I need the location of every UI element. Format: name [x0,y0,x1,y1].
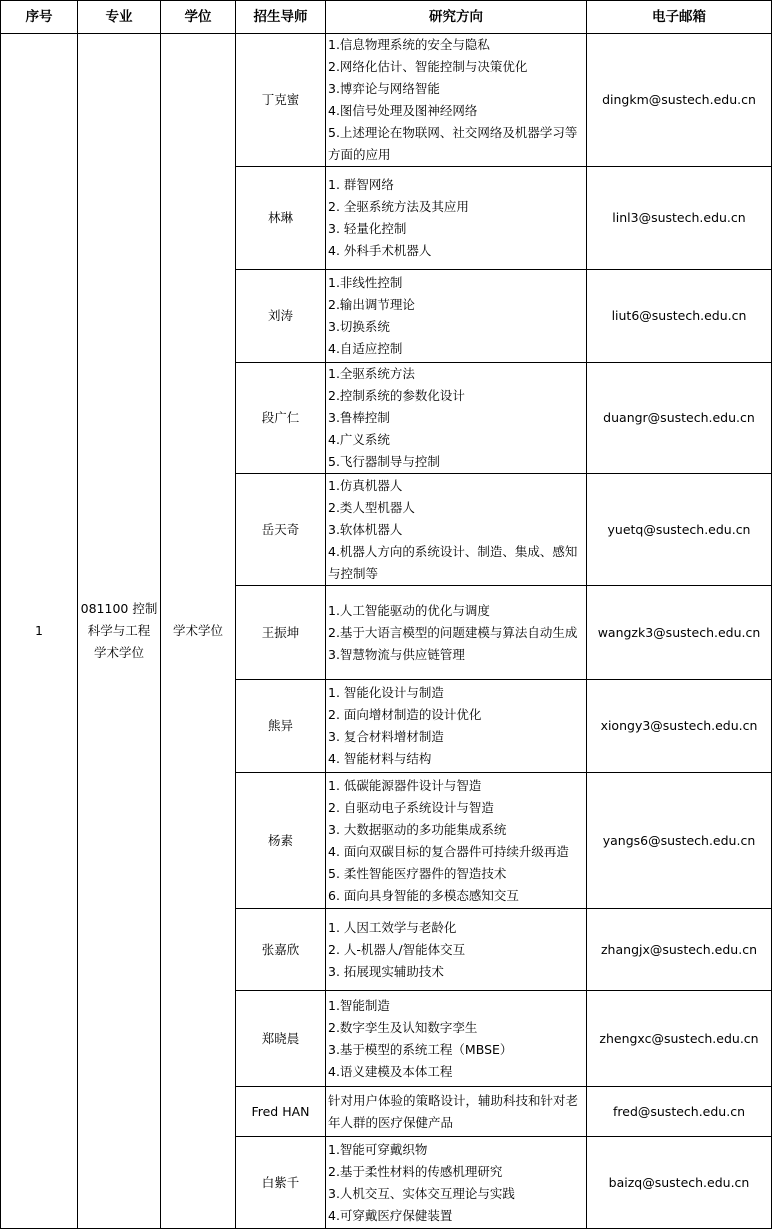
advisor-email[interactable]: zhangjx@sustech.edu.cn [587,909,772,991]
research-direction-item: 4. 外科手术机器人 [328,243,432,258]
advisor-email[interactable]: dingkm@sustech.edu.cn [587,34,772,167]
advisor-email[interactable]: xiongy3@sustech.edu.cn [587,680,772,773]
research-direction-item: 3.鲁棒控制 [328,410,390,425]
research-direction-item: 4.广义系统 [328,432,390,447]
advisor-email[interactable]: fred@sustech.edu.cn [587,1087,772,1137]
advisor-email[interactable]: duangr@sustech.edu.cn [587,363,772,474]
research-direction-item: 3. 大数据驱动的多功能集成系统 [328,821,507,837]
advisor-email[interactable]: yangs6@sustech.edu.cn [587,773,772,909]
research-direction-item: 3.人机交互、实体交互理论与实践 [328,1185,515,1201]
research-directions [326,34,587,167]
table-header-row [1,1,772,34]
advisor-name: 段广仁 [236,363,326,474]
research-direction-item: 2.输出调节理论 [328,297,415,312]
research-directions [326,1137,587,1229]
research-direction-item: 1.智能可穿戴织物 [328,1141,428,1157]
research-direction-item: 1.非线性控制 [328,275,403,290]
research-direction-item: 3. 拓展现实辅助技术 [328,963,444,979]
research-direction-item: 3. 轻量化控制 [328,221,407,236]
advisor-name: 熊异 [236,680,326,773]
research-direction-item: 5.上述理论在物联网、社交网络及机器学习等方面的应用 [328,125,578,162]
advisor-name: 林琳 [236,167,326,270]
research-direction-item: 2.网络化估计、智能控制与决策优化 [328,59,528,74]
research-direction-item: 2. 自驱动电子系统设计与智造 [328,799,494,815]
research-direction-item: 3.切换系统 [328,319,390,334]
header-research: 研究方向 [326,1,587,34]
research-direction-item: 1. 群智网络 [328,177,394,192]
research-direction-item: 1.信息物理系统的安全与隐私 [328,37,490,52]
advisor-name: 岳天奇 [236,474,326,586]
major-cell [78,34,161,1229]
research-direction-item: 2.基于柔性材料的传感机理研究 [328,1163,503,1179]
research-direction-item: 1.全驱系统方法 [328,366,415,381]
research-direction-item: 3.智慧物流与供应链管理 [328,646,465,662]
header-email: 电子邮箱 [587,1,772,34]
research-direction-item: 2.数字孪生及认知数字孪生 [328,1019,478,1035]
advisor-name: 刘涛 [236,270,326,363]
research-direction-item: 4. 智能材料与结构 [328,751,432,766]
advisor-email[interactable]: linl3@sustech.edu.cn [587,167,772,270]
research-direction-item: 2.基于大语言模型的问题建模与算法自动生成 [328,624,578,640]
research-direction-item: 1. 智能化设计与制造 [328,685,444,700]
research-direction-item: 5. 柔性智能医疗器件的智造技术 [328,865,507,881]
advisor-email[interactable]: baizq@sustech.edu.cn [587,1137,772,1229]
research-direction-item: 4. 面向双碳目标的复合器件可持续升级再造 [328,843,569,859]
research-directions [326,991,587,1087]
advisor-email[interactable]: liut6@sustech.edu.cn [587,270,772,363]
research-directions [326,680,587,773]
research-direction-item: 2. 人-机器人/智能体交互 [328,941,466,957]
research-directions [326,1087,587,1137]
advisor-name: 丁克蜜 [236,34,326,167]
research-direction-item: 3.软体机器人 [328,521,403,537]
advisor-email[interactable]: zhengxc@sustech.edu.cn [587,991,772,1087]
major-line: 学术学位 [93,645,144,660]
research-direction-item: 3.基于模型的系统工程（MBSE） [328,1041,513,1057]
research-direction-item: 5.飞行器制导与控制 [328,454,440,469]
research-directions [326,773,587,909]
research-direction-item: 2.控制系统的参数化设计 [328,388,465,403]
research-direction-item: 针对用户体验的策略设计，辅助科技和针对老年人群的医疗保健产品 [328,1092,579,1130]
header-degree: 学位 [161,1,236,34]
major-line: 科学与工程 [87,623,151,638]
research-direction-item: 2. 全驱系统方法及其应用 [328,199,469,214]
research-direction-item: 1.智能制造 [328,997,390,1013]
research-directions [326,270,587,363]
research-direction-item: 3. 复合材料增材制造 [328,729,444,744]
research-direction-item: 4.图信号处理及图神经网络 [328,103,478,118]
research-direction-item: 2. 面向增材制造的设计优化 [328,707,482,722]
advisor-name: 郑晓晨 [236,991,326,1087]
advisor-name: 白紫千 [236,1137,326,1229]
research-direction-item: 1. 低碳能源器件设计与智造 [328,777,482,793]
research-direction-item: 1. 人因工效学与老龄化 [328,919,457,935]
research-directions [326,474,587,586]
advisor-email[interactable]: yuetq@sustech.edu.cn [587,474,772,586]
research-direction-item: 3.博弈论与网络智能 [328,81,440,96]
degree-cell: 学术学位 [161,34,236,1229]
header-major: 专业 [78,1,161,34]
major-line: 081100 控制 [80,601,158,616]
research-direction-item: 2.类人型机器人 [328,499,415,515]
advisor-name: Fred HAN [236,1087,326,1137]
research-directions [326,909,587,991]
seq-cell: 1 [1,34,78,1229]
advisor-name: 张嘉欣 [236,909,326,991]
advisor-email[interactable]: wangzk3@sustech.edu.cn [587,586,772,680]
research-directions [326,167,587,270]
header-seq: 序号 [1,1,78,34]
research-direction-item: 6. 面向具身智能的多模态感知交互 [328,887,519,903]
advisor-name: 杨素 [236,773,326,909]
advisor-name: 王振坤 [236,586,326,680]
research-direction-item: 4.语义建模及本体工程 [328,1063,453,1079]
research-direction-item: 4.自适应控制 [328,341,403,356]
table-row [1,34,772,167]
research-direction-item: 1.仿真机器人 [328,477,403,493]
research-direction-item: 1.人工智能驱动的优化与调度 [328,602,490,618]
research-directions [326,586,587,680]
research-direction-item: 4.可穿戴医疗保健装置 [328,1207,453,1223]
header-advisor: 招生导师 [236,1,326,34]
research-direction-item: 4.机器人方向的系统设计、制造、集成、感知与控制等 [328,543,578,581]
research-directions [326,363,587,474]
